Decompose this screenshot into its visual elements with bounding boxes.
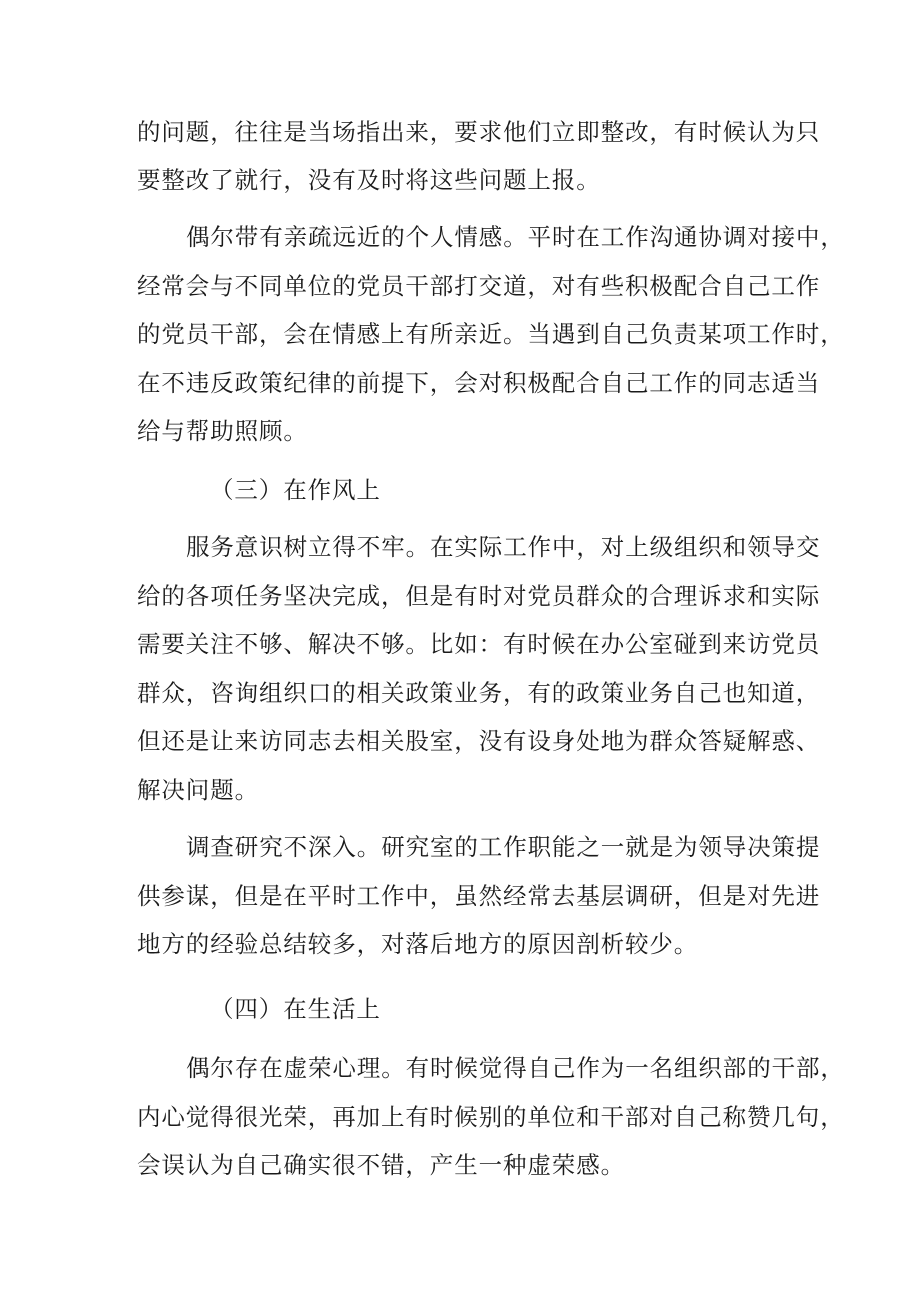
paragraph-line: 的党员干部，会在情感上有所亲近。当遇到自己负责某项工作时， [137,320,845,348]
paragraph-line: 解决问题。 [137,776,259,804]
paragraph-line: 偶尔存在虚荣心理。有时候觉得自己作为一名组织部的干部， [186,1054,845,1082]
paragraph-line: 要整改了就行，没有及时将这些问题上报。 [137,166,601,194]
paragraph-line: 但还是让来访同志去相关股室，没有设身处地为群众答疑解惑、 [137,727,821,755]
paragraph-line: 内心觉得很光荣，再加上有时候别的单位和干部对自己称赞几句， [137,1103,845,1131]
paragraph-line: 在不违反政策纪律的前提下，会对积极配合自己工作的同志适当 [137,369,821,397]
paragraph-line: 调查研究不深入。研究室的工作职能之一就是为领导决策提 [186,833,821,861]
paragraph-line: 服务意识树立得不牢。在实际工作中，对上级组织和领导交 [186,533,821,561]
paragraph-line: 需要关注不够、解决不够。比如：有时候在办公室碰到来访党员 [137,630,821,658]
paragraph-line: 会误认为自己确实很不错，产生一种虚荣感。 [137,1151,625,1179]
paragraph-line: 地方的经验总结较多，对落后地方的原因剖析较少。 [137,930,699,958]
paragraph-line: 经常会与不同单位的党员干部打交道，对有些积极配合自己工作 [137,272,821,300]
paragraph-line: 供参谋，但是在平时工作中，虽然经常去基层调研，但是对先进 [137,882,821,910]
paragraph-line: 偶尔带有亲疏远近的个人情感。平时在工作沟通协调对接中， [186,223,845,251]
paragraph-line: 群众，咨询组织口的相关政策业务，有的政策业务自己也知道， [137,679,821,707]
section-heading: （四）在生活上 [210,995,381,1023]
paragraph-line: 给与帮助照顾。 [137,417,308,445]
section-heading: （三）在作风上 [210,476,381,504]
paragraph-line: 给的各项任务坚决完成，但是有时对党员群众的合理诉求和实际 [137,582,821,610]
paragraph-line: 的问题，往往是当场指出来，要求他们立即整改，有时候认为只 [137,118,821,146]
